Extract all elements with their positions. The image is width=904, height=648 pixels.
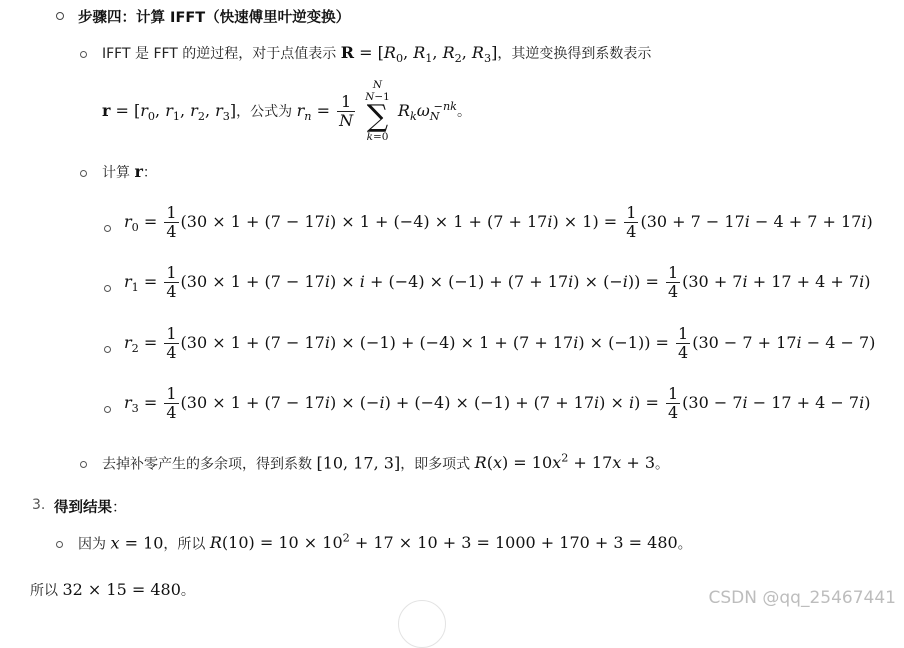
intro-text-b: ，其逆变换得到系数表示: [497, 46, 652, 62]
r2-equation: $r_2$ = $\frac{1}{4}$ (30 × 1 + (7 − 17i) × (−1) + (−4) × 1 + (7 + 17i) × (−1)) = $\frac{1}{4}$ (30 − 7 + 17i − 4 − 7): [124, 324, 876, 362]
coef-values: [10, 17, 3]: [316, 453, 401, 473]
r0-equation: $r_0$ = $\frac{1}{4}$ (30 × 1 + (7 − 17i) × 1 + (−4) × 1 + (7 + 17i) × 1) = $\frac{1}{4}$ (30 + 7 − 17i − 4 + 7 + 17i): [124, 203, 873, 241]
bullet-r2: [104, 346, 111, 353]
compute-text: 计算: [102, 165, 130, 181]
step3-colon: ：: [112, 500, 127, 516]
so-text: ，所以: [163, 536, 206, 553]
intro-text-a: IFFT 是 FFT 的逆过程，对于点值表示: [102, 46, 337, 62]
bullet-result: [80, 461, 87, 468]
x-value: x = 10: [110, 533, 164, 553]
coef-vector: $r = [r_0$, $r_1$, $r_2$, $r_3$]: [102, 101, 237, 124]
bullet-step4: [56, 12, 64, 20]
r3-equation: $r_3$ = $\frac{1}{4}$ (30 × 1 + (7 − 17i) × (−i) + (−4) × (−1) + (7 + 17i) × i) = $\frac{1}{4}$ (30 − 7i − 17 + 4 − 7i): [124, 384, 871, 422]
conclusion-formula: 32 × 15 = 480: [62, 580, 181, 599]
because-text: 因为: [78, 536, 106, 553]
bullet-r3: [104, 406, 111, 413]
because-line: [78, 532, 692, 553]
step3-title: 得到结果: [54, 500, 112, 516]
evaluation-formula: $R(10) = 10 \times 10^2 + 17 \times 10 + 3 = 1000 + 170 + 3 = 480$: [209, 532, 678, 553]
formula-period: 。: [456, 104, 471, 121]
compute-line: [102, 162, 157, 182]
scroll-button[interactable]: [398, 600, 446, 648]
watermark: CSDN @qq_25467441: [708, 588, 896, 608]
step4-title: 步骤四：计算 IFFT（快速傅里叶逆变换）: [78, 10, 351, 26]
result-period: 。: [655, 456, 670, 473]
conclusion-period: 。: [180, 583, 195, 599]
step3-number: 3.: [32, 497, 46, 513]
ifft-formula: $r_n$ = $\frac{1}{N}$ N N−1 ∑ k=0 $R_k\omega_N^{-nk}$: [296, 79, 457, 143]
result-text-b: ，即多项式: [400, 456, 471, 473]
because-period: 。: [677, 536, 692, 553]
point-value-formula: $R = [R_0$, $R_1$, $R_2$, $R_3$]: [340, 43, 498, 66]
bullet-r0: [104, 225, 111, 232]
compute-colon: ：: [142, 165, 157, 181]
r-vector-symbol: r: [134, 162, 143, 181]
formula-line: [102, 80, 471, 143]
result-line: [102, 452, 669, 473]
polynomial-formula: $R(x) = 10x^2 + 17x + 3$: [474, 452, 656, 473]
intro-line: [102, 43, 651, 65]
conclusion-text: 所以: [30, 583, 58, 599]
result-text-a: 去掉补零产生的多余项，得到系数: [102, 456, 312, 473]
bullet-compute: [80, 170, 87, 177]
bullet-because: [56, 541, 63, 548]
conclusion-line: [30, 580, 195, 600]
bullet-intro: [80, 51, 87, 58]
step3-title-wrap: [54, 496, 127, 517]
r1-equation: $r_1$ = $\frac{1}{4}$ (30 × 1 + (7 − 17i) × i + (−4) × (−1) + (7 + 17i) × (−i)) = $\frac{1}{4}$ (30 + 7i + 17 + 4 + 7i): [124, 263, 871, 301]
formula-text: ，公式为: [236, 104, 293, 121]
bullet-r1: [104, 285, 111, 292]
